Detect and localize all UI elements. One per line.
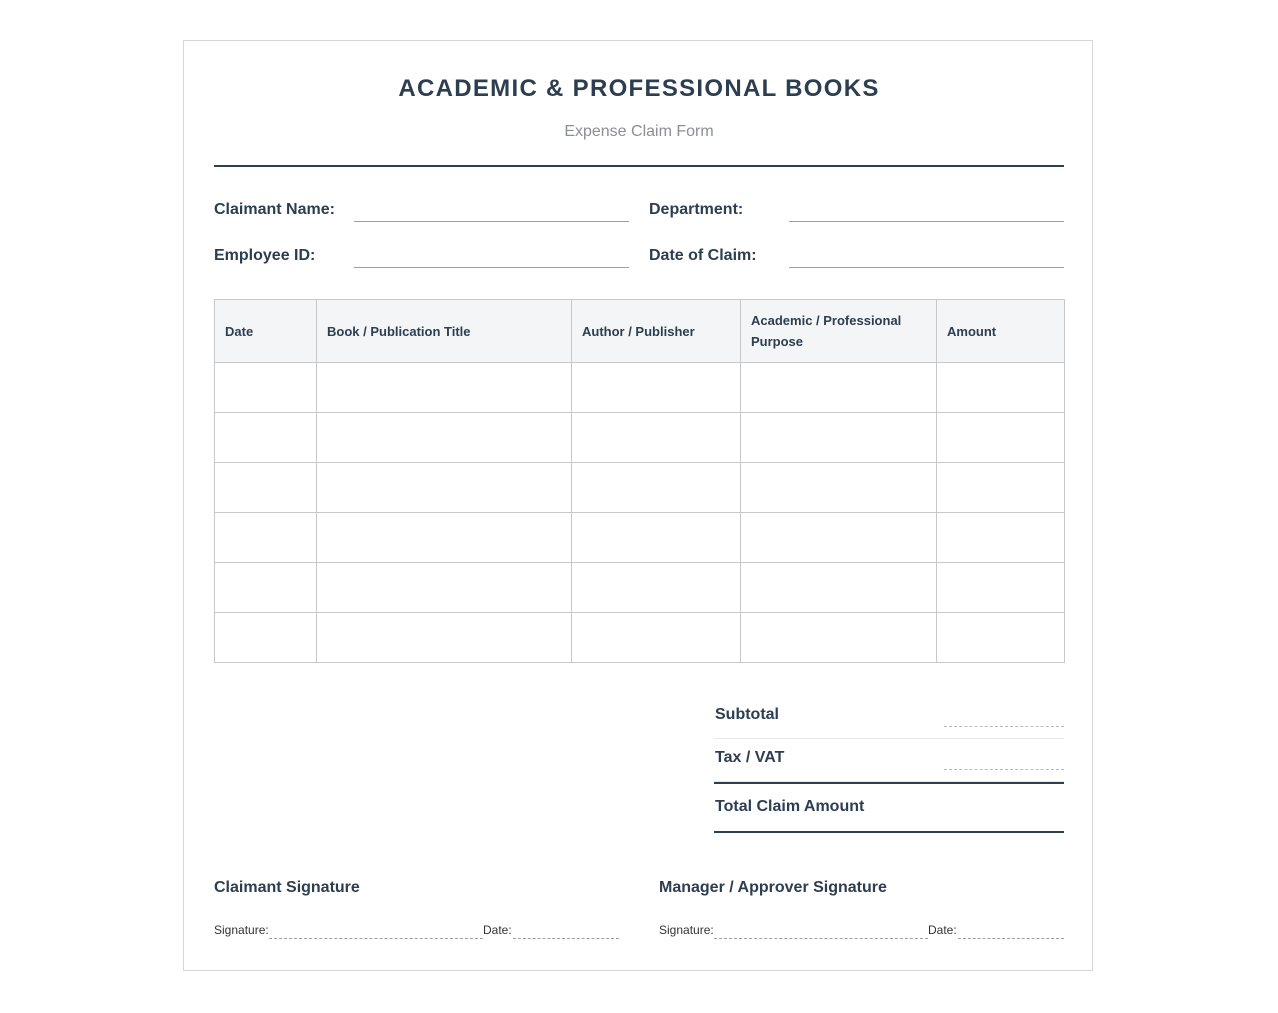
date-of-claim-field[interactable] [649,247,1064,277]
cell-title[interactable] [317,563,572,613]
table-row [215,613,1065,663]
form-title: ACADEMIC & PROFESSIONAL BOOKS [398,75,880,102]
manager-signature-lines [659,923,1064,941]
manager-signature-line[interactable] [714,938,928,939]
table-row [215,413,1065,463]
department-field[interactable] [649,201,1064,231]
claimant-signature-title: Claimant Signature [214,879,360,896]
cell-author[interactable] [572,363,741,413]
claimant-date-label: Date: [483,923,512,937]
cell-title[interactable] [317,513,572,563]
cell-purpose[interactable] [741,513,937,563]
cell-author[interactable] [572,613,741,663]
cell-date[interactable] [215,563,317,613]
cell-purpose[interactable] [741,613,937,663]
table-row [215,363,1065,413]
cell-title[interactable] [317,463,572,513]
cell-amount[interactable] [937,413,1065,463]
cell-amount[interactable] [937,463,1065,513]
total-claim-label: Total Claim Amount [715,798,865,815]
table-row [215,563,1065,613]
cell-author[interactable] [572,463,741,513]
title-divider [214,165,1064,167]
cell-purpose[interactable] [741,413,937,463]
department-input-line[interactable] [789,221,1064,222]
claimant-signature-block [214,879,619,941]
cell-author[interactable] [572,413,741,463]
expense-items-table [214,299,1065,663]
date-of-claim-input-line[interactable] [789,267,1064,268]
cell-amount[interactable] [937,613,1065,663]
manager-date-label: Date: [928,923,957,937]
tax-label: Tax / VAT [715,749,785,766]
claimant-signature-line[interactable] [269,938,483,939]
employee-id-input-line[interactable] [354,267,629,268]
claimant-name-label: Claimant Name: [214,201,335,218]
manager-signature-title: Manager / Approver Signature [659,879,887,896]
cell-date[interactable] [215,463,317,513]
date-of-claim-label: Date of Claim: [649,247,757,264]
cell-date[interactable] [215,513,317,563]
table-row [215,513,1065,563]
column-header-amount: Amount [937,300,1065,363]
subtotal-label: Subtotal [715,706,779,723]
claimant-name-field[interactable] [214,201,629,231]
claimant-name-input-line[interactable] [354,221,629,222]
cell-amount[interactable] [937,563,1065,613]
cell-title[interactable] [317,613,572,663]
tax-input-line[interactable] [944,769,1064,770]
tax-row [714,739,1064,782]
cell-title[interactable] [317,363,572,413]
manager-date-line[interactable] [958,938,1064,939]
department-label: Department: [649,201,744,218]
cell-title[interactable] [317,413,572,463]
subtotal-input-line[interactable] [944,726,1064,727]
claimant-signature-lines [214,923,619,941]
manager-signature-block [659,879,1064,941]
cell-author[interactable] [572,563,741,613]
employee-id-field[interactable] [214,247,629,277]
cell-date[interactable] [215,413,317,463]
cell-author[interactable] [572,513,741,563]
expense-claim-form [183,40,1093,971]
cell-amount[interactable] [937,513,1065,563]
cell-amount[interactable] [937,363,1065,413]
totals-section [714,696,1064,833]
table-row [215,463,1065,513]
column-header-date: Date [215,300,317,363]
total-claim-row [714,782,1064,833]
column-header-title: Book / Publication Title [317,300,572,363]
manager-signature-label: Signature: [659,923,714,937]
subtotal-row [714,696,1064,739]
form-subtitle: Expense Claim Form [564,123,714,140]
employee-id-label: Employee ID: [214,247,316,264]
table-header-row [215,300,1065,363]
cell-purpose[interactable] [741,463,937,513]
column-header-purpose: Academic / Professional Purpose [741,300,937,363]
cell-date[interactable] [215,363,317,413]
column-header-author: Author / Publisher [572,300,741,363]
cell-purpose[interactable] [741,563,937,613]
claimant-date-line[interactable] [513,938,619,939]
claimant-signature-label: Signature: [214,923,269,937]
cell-date[interactable] [215,613,317,663]
cell-purpose[interactable] [741,363,937,413]
